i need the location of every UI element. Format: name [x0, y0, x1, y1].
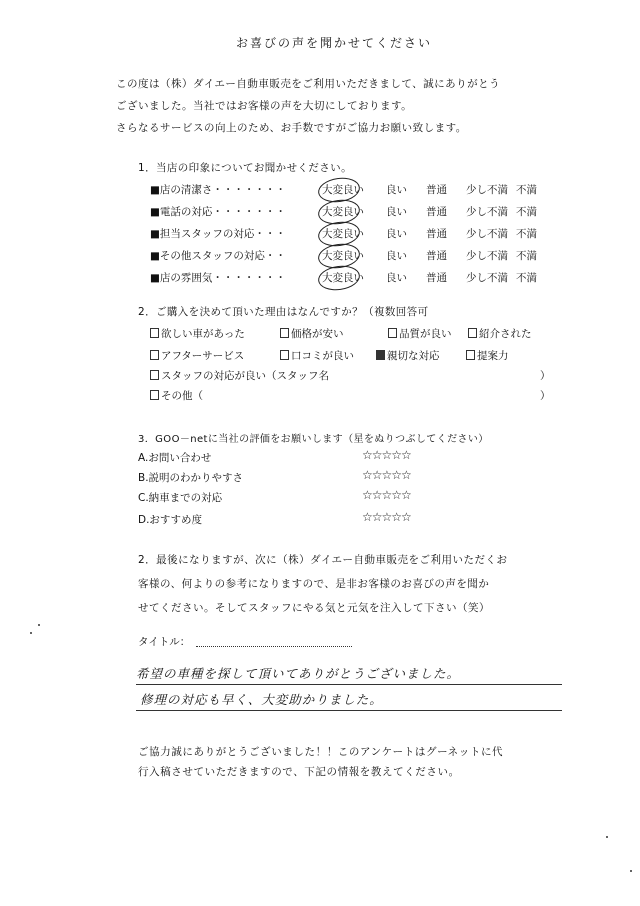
q1-option[interactable]: 不満 — [516, 228, 537, 240]
checkbox[interactable] — [280, 328, 289, 338]
q1-option[interactable]: 良い — [386, 184, 407, 196]
comment-line-1 — [136, 684, 562, 685]
checkbox[interactable] — [468, 328, 477, 338]
comment-line-2 — [136, 710, 562, 711]
q1-heading: 1．当店の印象についてお聞かせください。 — [138, 162, 352, 174]
q3-star-rating[interactable]: ☆☆☆☆☆ — [362, 488, 411, 502]
q1-option[interactable]: 普通 — [426, 272, 447, 284]
q1-option[interactable]: 普通 — [426, 206, 447, 218]
q3-item-label: D.おすすめ度 — [138, 514, 203, 526]
q1-option[interactable]: 少し不満 — [466, 272, 508, 284]
scan-speck — [38, 624, 40, 626]
q3-item-label: B.説明のわかりやすさ — [138, 472, 244, 484]
q2-option[interactable]: 口コミが良い — [280, 348, 354, 363]
q2-option[interactable]: 提案力 — [466, 348, 509, 363]
checkbox[interactable] — [150, 390, 159, 400]
scan-speck — [606, 836, 608, 838]
q3-item-label: C.納車までの対応 — [138, 492, 223, 504]
q2-heading: 2．ご購入を決めて頂いた理由はなんですか？（複数回答可 — [138, 306, 429, 318]
q2-option[interactable]: 親切な対応 — [376, 348, 440, 363]
q1-option[interactable]: 大変良い — [322, 228, 364, 240]
q1-option[interactable]: 良い — [386, 206, 407, 218]
q1-option[interactable]: 普通 — [426, 250, 447, 262]
q3-star-rating[interactable]: ☆☆☆☆☆ — [362, 448, 411, 462]
q2-option[interactable]: アフターサービス — [150, 348, 244, 363]
q1-option[interactable]: 大変良い — [322, 250, 364, 262]
q1-item-label: ■店の清潔さ・・・・・・・ — [150, 184, 286, 196]
q1-option[interactable]: 少し不満 — [466, 206, 508, 218]
scan-speck — [30, 632, 32, 634]
q2-option[interactable]: 価格が安い — [280, 326, 344, 341]
handwritten-comment-2[interactable]: 修理の対応も早く、大変助かりました。 — [140, 692, 383, 707]
q1-rating-row — [150, 182, 560, 198]
checkbox[interactable] — [150, 350, 159, 360]
q1-rating-row — [150, 226, 560, 242]
q1-option[interactable]: 普通 — [426, 228, 447, 240]
q2-row-2 — [150, 348, 570, 364]
footer-line-1: ご協力誠にありがとうございました！！このアンケートはグーネットに代 — [138, 746, 504, 758]
q1-option[interactable]: 大変良い — [322, 272, 364, 284]
q1-option[interactable]: 大変良い — [322, 206, 364, 218]
checkbox[interactable] — [150, 328, 159, 338]
q2-option[interactable]: 欲しい車があった — [150, 326, 245, 341]
q1-option[interactable]: 大変良い — [322, 184, 364, 196]
title-field-line[interactable] — [196, 646, 352, 647]
selected-circle-mark — [317, 263, 362, 293]
scan-speck — [630, 870, 632, 872]
checkbox[interactable] — [388, 328, 397, 338]
q4-line-2: 客様の、何よりの参考になりますので、是非お客様のお喜びの声を聞か — [138, 578, 490, 590]
q1-item-label: ■電話の対応・・・・・・・ — [150, 206, 286, 218]
q1-item-label: ■担当スタッフの対応・・・ — [150, 228, 286, 240]
q1-rating-row — [150, 248, 560, 264]
q2-staff-close: ） — [540, 370, 551, 382]
q1-option[interactable]: 良い — [386, 250, 407, 262]
q3-star-rating[interactable]: ☆☆☆☆☆ — [362, 468, 411, 482]
q1-option[interactable]: 良い — [386, 228, 407, 240]
q1-item-label: ■その他スタッフの対応・・ — [150, 250, 286, 262]
q2-other-close: ） — [540, 390, 551, 402]
q1-option[interactable]: 不満 — [516, 272, 537, 284]
q2-other-row[interactable]: その他（ — [150, 388, 203, 403]
q1-option[interactable]: 少し不満 — [466, 184, 508, 196]
checkbox[interactable] — [280, 350, 289, 360]
q2-option[interactable]: 紹介された — [468, 326, 532, 341]
q1-option[interactable]: 不満 — [516, 206, 537, 218]
q1-option[interactable]: 少し不満 — [466, 228, 508, 240]
footer-line-2: 行入稿させていただきますので、下記の情報を教えてください。 — [138, 766, 460, 778]
q3-item-label: A.お問い合わせ — [138, 452, 212, 464]
q1-option[interactable]: 不満 — [516, 250, 537, 262]
q1-option[interactable]: 不満 — [516, 184, 537, 196]
intro-line-2: ございました。当社ではお客様の声を大切にしております。 — [116, 100, 413, 112]
q1-rating-row — [150, 204, 560, 220]
q2-option[interactable]: 品質が良い — [388, 326, 452, 341]
q1-option[interactable]: 良い — [386, 272, 407, 284]
q3-star-rating[interactable]: ☆☆☆☆☆ — [362, 510, 411, 524]
q1-rating-row — [150, 270, 560, 286]
handwritten-comment-1[interactable]: 希望の車種を探して頂いてありがとうございました。 — [136, 666, 461, 681]
checkbox-checked[interactable] — [376, 350, 385, 360]
q1-item-label: ■店の雰囲気・・・・・・・ — [150, 272, 286, 284]
q4-line-3: せてください。そしてスタッフにやる気と元気を注入して下さい（笑） — [138, 602, 490, 614]
q3-heading: 3．GOO－netに当社の評価をお願いします（星をぬりつぶしてください） — [138, 434, 489, 445]
q1-option[interactable]: 普通 — [426, 184, 447, 196]
checkbox[interactable] — [150, 370, 159, 380]
checkbox[interactable] — [466, 350, 475, 360]
q4-line-1: 2．最後になりますが、次に（株）ダイエー自動車販売をご利用いただくお — [138, 554, 508, 566]
intro-line-3: さらなるサービスの向上のため、お手数ですがご協力お願い致します。 — [116, 122, 467, 134]
q1-option[interactable]: 少し不満 — [466, 250, 508, 262]
title-field-label: タイトル： — [138, 636, 191, 648]
q2-row-1 — [150, 326, 570, 342]
q2-staff-row[interactable]: スタッフの対応が良い（スタッフ名 — [150, 368, 329, 383]
page-title: お喜びの声を聞かせてください — [236, 36, 433, 50]
intro-line-1: この度は（株）ダイエー自動車販売をご利用いただきまして、誠にありがとう — [116, 78, 501, 90]
